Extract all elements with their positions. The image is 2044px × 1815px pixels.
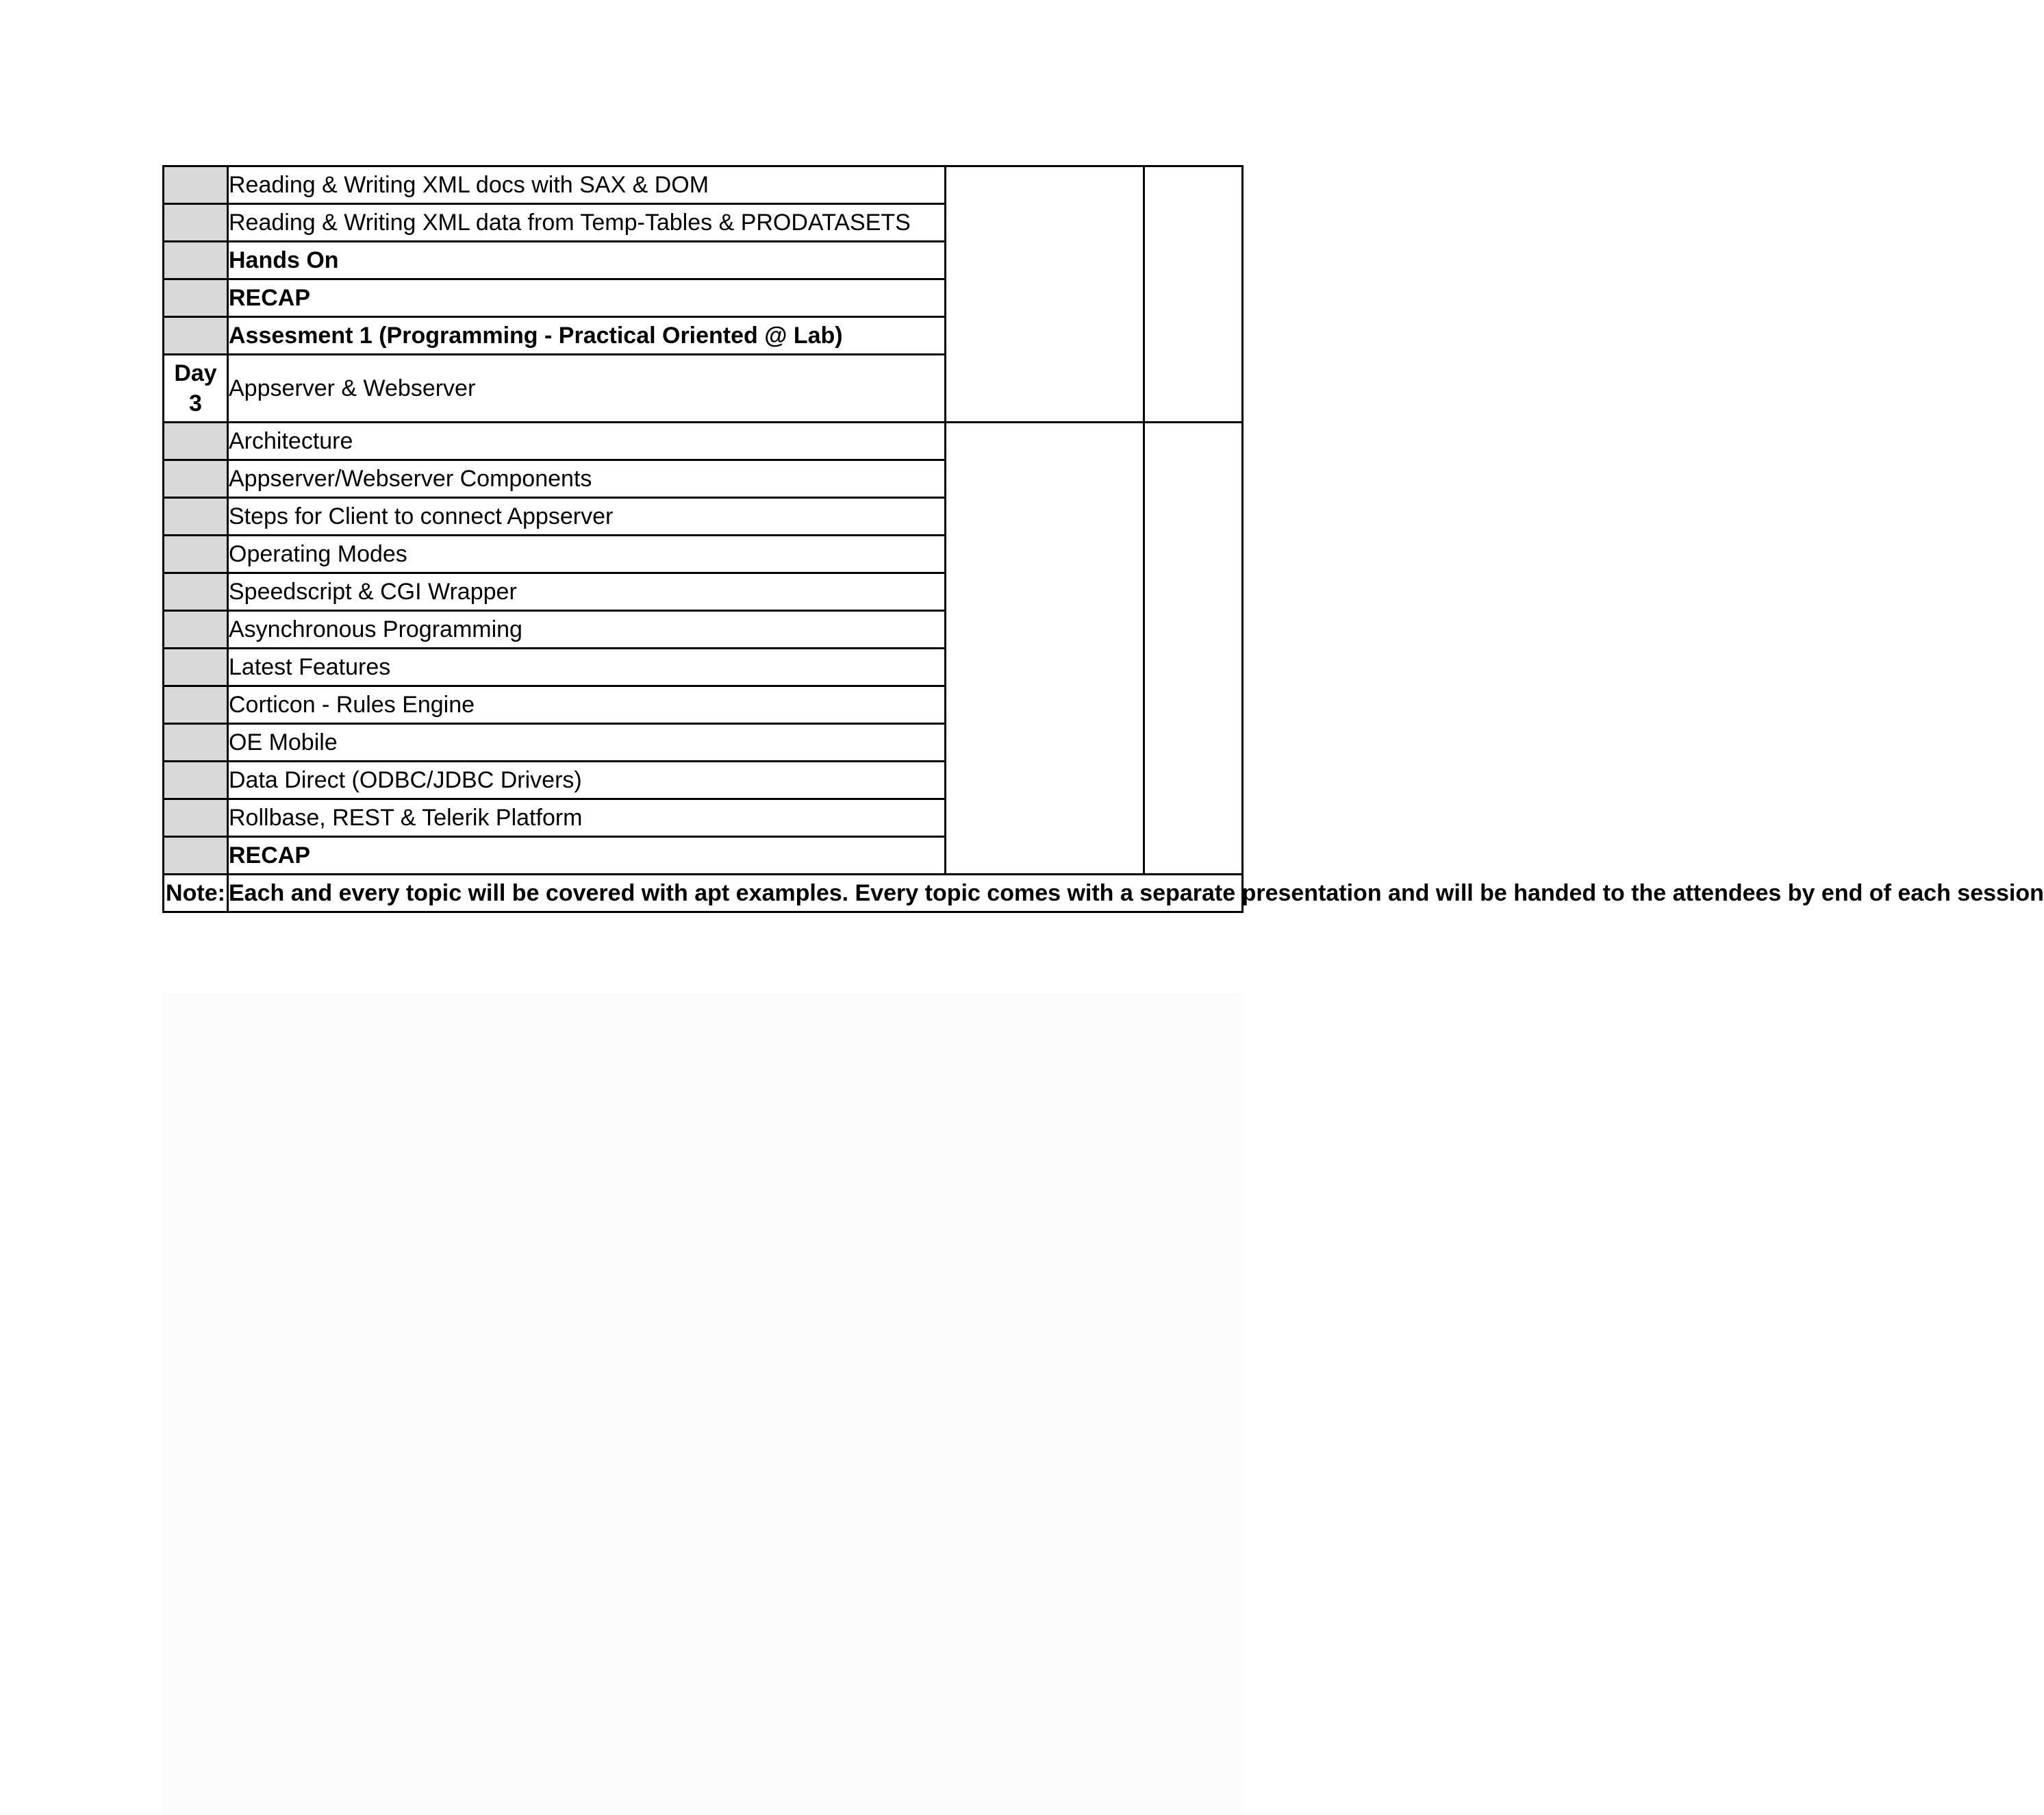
blank-cell <box>1144 166 1243 423</box>
day-cell <box>164 573 228 611</box>
note-row <box>164 875 1243 912</box>
day-cell <box>164 837 228 875</box>
topic-cell: Reading & Writing XML data from Temp-Tables & PRODATASETS <box>228 204 946 242</box>
note-text: Each and every topic will be covered with apt examples. Every topic comes with a separate presentation and will be handed to the attendees by end of each session <box>228 875 1243 912</box>
topic-cell: Appserver/Webserver Components <box>228 460 946 498</box>
day-cell <box>164 686 228 724</box>
day-cell <box>164 536 228 573</box>
table-row <box>164 423 1243 460</box>
page-background <box>162 993 1241 1815</box>
topic-cell: Latest Features <box>228 649 946 686</box>
table-row <box>164 166 1243 204</box>
topic-cell: Reading & Writing XML docs with SAX & DOM <box>228 166 946 204</box>
day-cell <box>164 317 228 355</box>
day-cell <box>164 611 228 649</box>
day-label-cell <box>164 355 228 423</box>
day-cell <box>164 166 228 204</box>
topic-cell: Corticon - Rules Engine <box>228 686 946 724</box>
topic-cell: Operating Modes <box>228 536 946 573</box>
day-label-line: 3 <box>189 390 202 416</box>
topic-cell: RECAP <box>228 837 946 875</box>
day-cell <box>164 762 228 799</box>
day-label-line: Day <box>174 360 217 386</box>
day-cell <box>164 724 228 762</box>
topic-cell: Architecture <box>228 423 946 460</box>
blank-cell <box>946 166 1144 423</box>
blank-cell <box>1144 423 1243 875</box>
day-cell <box>164 799 228 837</box>
topic-cell: RECAP <box>228 279 946 317</box>
topic-cell: Asynchronous Programming <box>228 611 946 649</box>
blank-cell <box>946 423 1144 875</box>
topic-cell: Hands On <box>228 242 946 279</box>
topic-cell: Assesment 1 (Programming - Practical Oriented @ Lab) <box>228 317 946 355</box>
topic-cell: OE Mobile <box>228 724 946 762</box>
topic-cell: Appserver & Webserver <box>228 355 946 423</box>
topic-cell: Speedscript & CGI Wrapper <box>228 573 946 611</box>
day-cell <box>164 242 228 279</box>
topic-cell: Steps for Client to connect Appserver <box>228 498 946 536</box>
day-cell <box>164 498 228 536</box>
day-cell <box>164 649 228 686</box>
syllabus-table <box>162 165 2044 913</box>
note-label: Note: <box>164 875 228 912</box>
topic-cell: Rollbase, REST & Telerik Platform <box>228 799 946 837</box>
day-cell <box>164 204 228 242</box>
topic-cell: Data Direct (ODBC/JDBC Drivers) <box>228 762 946 799</box>
day-cell <box>164 423 228 460</box>
day-cell <box>164 460 228 498</box>
day-cell <box>164 279 228 317</box>
